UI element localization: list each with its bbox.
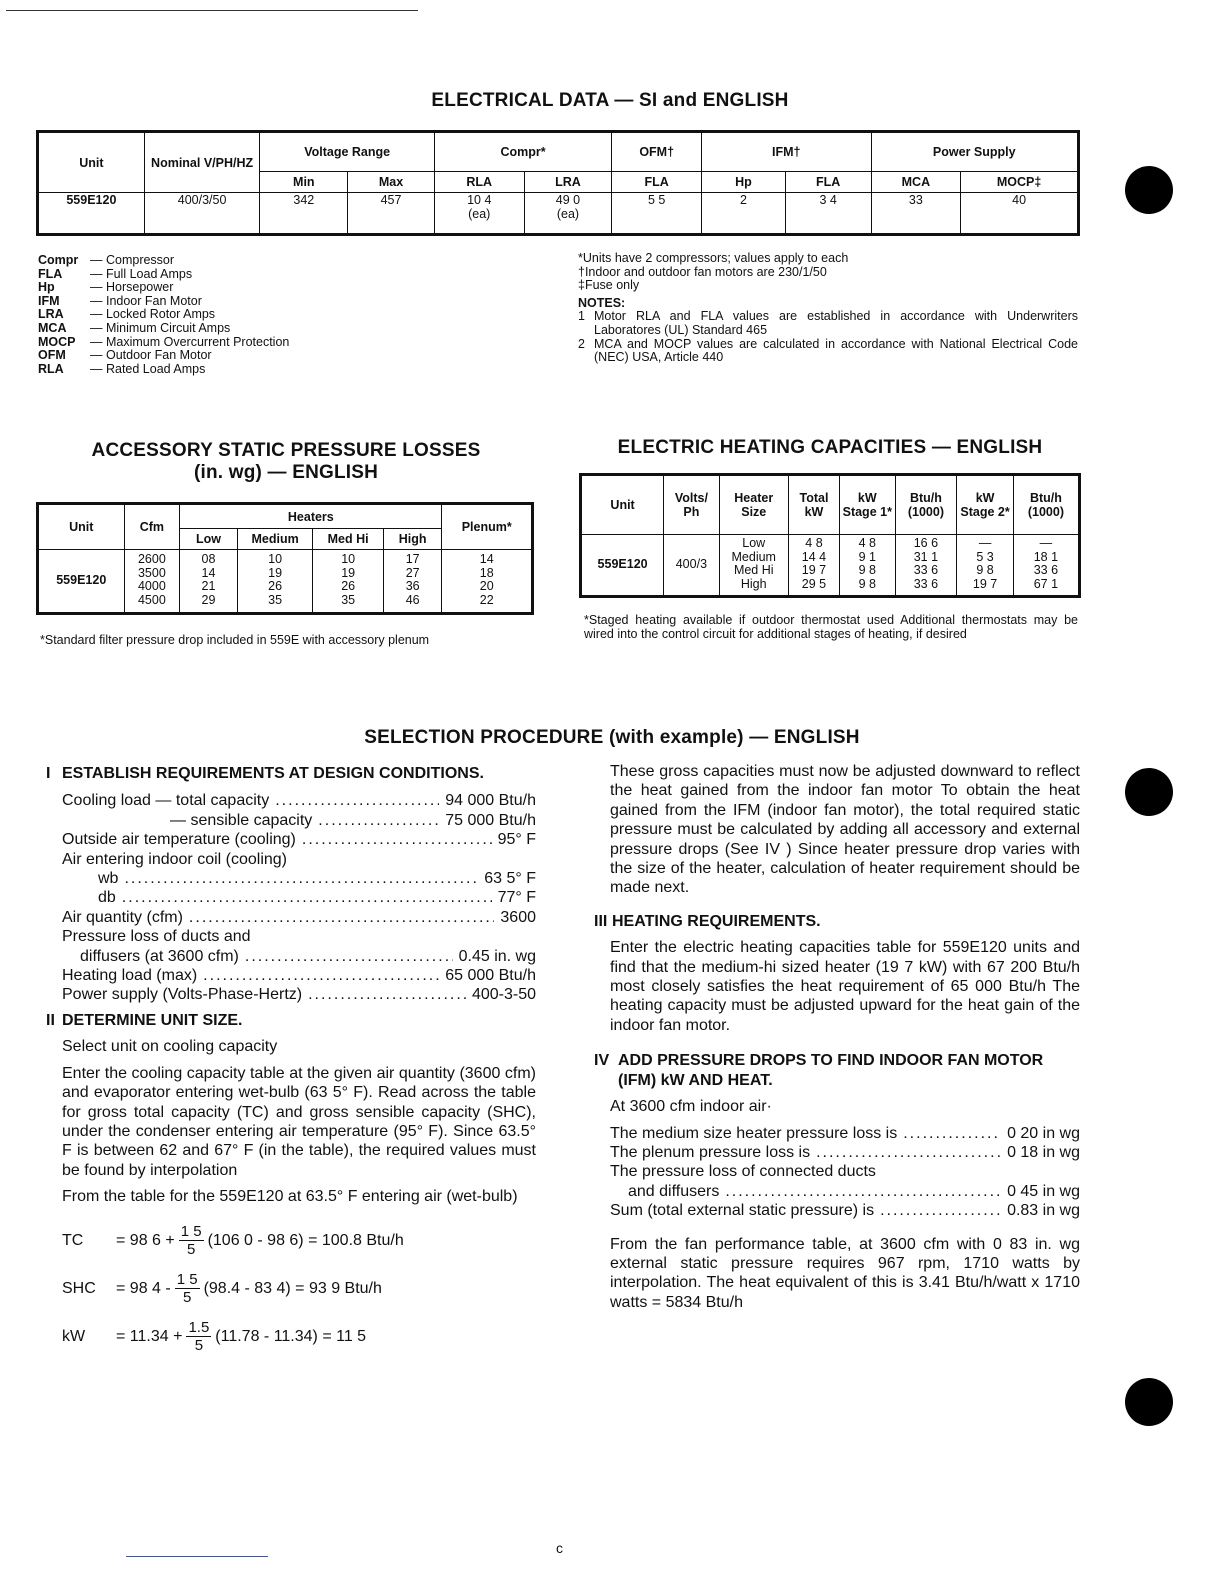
header-voltage-range: Voltage Range	[260, 132, 434, 172]
cell-medium: 10 19 26 35	[237, 550, 313, 614]
header-unit: Unit	[38, 132, 145, 193]
footnote: *Units have 2 compressors; values apply to each	[578, 251, 849, 265]
selection-right-column	[594, 762, 1080, 1312]
section-2-p2: Enter the cooling capacity table at the given air quantity (3600 cfm) and evaporator entering wet-bulb (63 5° F). Read across the table for gross total capacity (TC) and gross sensible capacity (SHC), under the condenser entering air temperature (95° F). Since 63.5° F is between 62 and 67° F (in the table), the required values must be found by interpolation	[62, 1064, 536, 1179]
section-4-p2: From the fan performance table, at 3600 cfm with 0 83 in. wg external static pressure requires 967 rpm, 1710 watts by interpolation. The heat equivalent of this is 3.41 Btu/h/watt x 1710 watts = 5834 Btu/h	[610, 1235, 1080, 1311]
note-item: 2 MCA and MOCP values are calculated in accordance with National Electrical Code (NEC) USA, Article 440	[578, 336, 1078, 365]
section-3-title: III HEATING REQUIREMENTS.	[594, 912, 821, 930]
static-table	[36, 502, 534, 615]
punch-hole	[1125, 166, 1173, 214]
electrical-table	[36, 130, 1080, 236]
cell-cfm: 2600 3500 4000 4500	[124, 550, 180, 614]
header-heater-size: Heater Size	[719, 475, 788, 535]
punch-hole	[1125, 1378, 1173, 1426]
cell-max: 457	[348, 193, 435, 235]
cell-unit: 559E120	[581, 535, 664, 597]
legend-item: MCA — Minimum Circuit Amps	[38, 320, 231, 335]
power-supply-row: Power supply (Volts-Phase-Hertz) ..... 400-3-50	[62, 985, 536, 1004]
header-ifm-hp: Hp	[702, 172, 786, 193]
cell-min: 342	[260, 193, 348, 235]
header-low: Low	[180, 529, 238, 550]
medium-heater-row: The medium size heater pressure loss is ..... 0 20 in wg	[610, 1124, 1080, 1143]
electrical-footnotes	[578, 252, 1078, 365]
heating-title: ELECTRIC HEATING CAPACITIES — ENGLISH	[617, 437, 1043, 458]
cell-ofm-fla: 5 5	[612, 193, 702, 235]
electrical-title: ELECTRICAL DATA — SI and ENGLISH	[431, 90, 789, 111]
cell-ifm-fla: 3 4	[785, 193, 871, 235]
right-p1: These gross capacities must now be adjusted downward to reflect the heat gained from the indoor fan motor To obtain the heat gained from the IFM (indoor fan motor), the total required static pressure must be calculated by adding all accessory and external pressure drops (See IV ) Since heater pressure drop varies with the size of the heater, calculation of heater requirement should be made next.	[610, 763, 1080, 897]
header-volts: Volts/ Ph	[664, 475, 719, 535]
static-title: ACCESSORY STATIC PRESSURE LOSSES (in. wg) — ENGLISH	[91, 440, 481, 483]
cell-btu1: 16 6 31 1 33 6 33 6	[895, 535, 957, 597]
section-3-p1: Enter the electric heating capacities table for 559E120 units and find that the medium-hi sized heater (19 7 kW) with 67 200 Btu/h most closely satisfies the heat requirement of 65 000 Btu/h The heating capacity must be adjusted upward for the heat gain of the indoor fan motor.	[610, 939, 1080, 1034]
table-row	[581, 535, 1080, 597]
ducts-diffusers-row: and diffusers ..... 0 45 in wg	[610, 1182, 1080, 1201]
header-ofm-fla: FLA	[612, 172, 702, 193]
header-min: Min	[260, 172, 348, 193]
bottom-rule	[126, 1556, 268, 1557]
sensible-capacity-row: — sensible capacity ..... 75 000 Btu/h	[62, 811, 536, 830]
diffusers-row: diffusers (at 3600 cfm) ..... 0.45 in. wg	[62, 947, 536, 966]
sum-row: Sum (total external static pressure) is ..... 0.83 in wg	[610, 1201, 1080, 1220]
section-4-p1: At 3600 cfm indoor air·	[610, 1098, 772, 1116]
cell-high: 17 27 36 46	[383, 550, 442, 614]
equation-kw: kW = 11.34 + $\frac{1.5}{5}$ (11.78 - 11.34) = 11 5	[62, 1319, 367, 1355]
header-ofm: OFM†	[612, 132, 702, 172]
footnote: †Indoor and outdoor fan motors are 230/1/50	[578, 264, 827, 279]
selection-left-column	[46, 764, 536, 1361]
header-max: Max	[348, 172, 435, 193]
header-unit: Unit	[38, 504, 125, 550]
table-row	[38, 193, 1079, 235]
legend-item: FLA — Full Load Amps	[38, 266, 193, 281]
footnote: ‡Fuse only	[578, 278, 640, 293]
header-btu1: Btu/h (1000)	[895, 475, 957, 535]
header-ifm-fla: FLA	[785, 172, 871, 193]
punch-hole	[1125, 768, 1173, 816]
selection-title: SELECTION PROCEDURE (with example) — ENGLISH	[364, 727, 860, 748]
legend-item: IFM — Indoor Fan Motor	[38, 293, 202, 308]
legend-item: OFM — Outdoor Fan Motor	[38, 348, 212, 363]
cell-total-kw: 4 8 14 4 19 7 29 5	[788, 535, 839, 597]
header-medhi: Med Hi	[313, 529, 383, 550]
cooling-load-row: Cooling load — total capacity ..... 94 000 Btu/h	[62, 791, 536, 810]
header-total-kw: Total kW	[788, 475, 839, 535]
header-kw-stage1: kW Stage 1*	[840, 475, 895, 535]
header-compr: Compr*	[434, 132, 611, 172]
legend-item: Hp — Horsepower	[38, 280, 174, 295]
header-cfm: Cfm	[124, 504, 180, 550]
header-btu2: Btu/h (1000)	[1013, 475, 1079, 535]
cell-kw-stage2: — 5 3 9 8 19 7	[957, 535, 1014, 597]
page-mark: c	[556, 1540, 563, 1556]
header-high: High	[383, 529, 442, 550]
legend-item: RLA — Rated Load Amps	[38, 361, 206, 376]
header-kw-stage2: kW Stage 2*	[957, 475, 1014, 535]
header-ifm: IFM†	[702, 132, 871, 172]
header-plenum: Plenum*	[442, 504, 533, 550]
cell-rla: 10 4 (ea)	[434, 193, 524, 235]
legend-item: MOCP — Maximum Overcurrent Protection	[38, 334, 290, 349]
air-quantity-row: Air quantity (cfm) ..... 3600	[62, 908, 536, 927]
legend-item: LRA — Locked Rotor Amps	[38, 307, 216, 322]
electrical-legend	[38, 254, 368, 376]
cell-btu2: — 18 1 33 6 67 1	[1013, 535, 1079, 597]
header-nominal: Nominal V/PH/HZ	[144, 132, 260, 193]
cell-unit: 559E120	[38, 550, 125, 614]
outside-temp-row: Outside air temperature (cooling) ..... 95° F	[62, 830, 536, 849]
section-2-p3: From the table for the 559E120 at 63.5° F entering air (wet-bulb)	[62, 1188, 518, 1206]
cell-mocp: 40	[961, 193, 1079, 235]
header-heaters: Heaters	[180, 504, 442, 529]
header-power-supply: Power Supply	[871, 132, 1079, 172]
cell-medhi: 10 19 26 35	[313, 550, 383, 614]
header-rla: RLA	[434, 172, 524, 193]
cell-ifm-hp: 2	[702, 193, 786, 235]
note-item: 1 Motor RLA and FLA values are established in accordance with Underwriters Laboratores (UL) Standard 465	[578, 309, 1078, 337]
plenum-row: The plenum pressure loss is ..... 0 18 in wg	[610, 1143, 1080, 1162]
static-footnote: *Standard filter pressure drop included in 559E with accessory plenum	[40, 633, 430, 647]
equation-shc: SHC = 98 4 - $\frac{1 5}{5}$ (98.4 - 83 4) = 93 9 Btu/h	[62, 1271, 382, 1307]
heating-footnote: *Staged heating available if outdoor thermostat used Additional thermostats may be wired into the control circuit for additional stages of heating, if desired	[584, 613, 1078, 641]
header-lra: LRA	[524, 172, 612, 193]
cell-volts: 400/3	[664, 535, 719, 597]
pressure-loss-label: Pressure loss of ducts and	[62, 928, 251, 946]
cell-unit: 559E120	[38, 193, 145, 235]
section-2-title: II DETERMINE UNIT SIZE.	[46, 1011, 243, 1029]
header-mca: MCA	[871, 172, 961, 193]
cell-nominal: 400/3/50	[144, 193, 260, 235]
entering-air-label: Air entering indoor coil (cooling)	[62, 850, 287, 868]
cell-kw-stage1: 4 8 9 1 9 8 9 8	[840, 535, 895, 597]
equation-tc: TC = 98 6 + $\frac{1 5}{5}$ (106 0 - 98 6) = 100.8 Btu/h	[62, 1223, 404, 1259]
table-row	[38, 550, 533, 614]
wb-row: wb ..... 63 5° F	[62, 869, 536, 888]
heating-load-row: Heating load (max) ..... 65 000 Btu/h	[62, 966, 536, 985]
cell-mca: 33	[871, 193, 961, 235]
header-mocp: MOCP‡	[961, 172, 1079, 193]
cell-plenum: 14 18 20 22	[442, 550, 533, 614]
cell-lra: 49 0 (ea)	[524, 193, 612, 235]
section-1-title: I ESTABLISH REQUIREMENTS AT DESIGN CONDITIONS.	[46, 765, 484, 782]
heating-table	[579, 473, 1081, 598]
top-rule	[6, 10, 418, 11]
notes-title: NOTES:	[578, 295, 626, 310]
db-row: db ..... 77° F	[62, 888, 536, 907]
cell-low: 08 14 21 29	[180, 550, 238, 614]
section-4-title: IV ADD PRESSURE DROPS TO FIND INDOOR FAN MOTOR (IFM) kW AND HEAT.	[594, 1052, 1044, 1089]
header-unit: Unit	[581, 475, 664, 535]
legend-item: Compr — Compressor	[38, 253, 175, 267]
header-medium: Medium	[237, 529, 313, 550]
section-2-p1: Select unit on cooling capacity	[62, 1038, 278, 1056]
cell-heater-size: Low Medium Med Hi High	[719, 535, 788, 597]
ducts-label: The pressure loss of connected ducts	[610, 1163, 876, 1181]
